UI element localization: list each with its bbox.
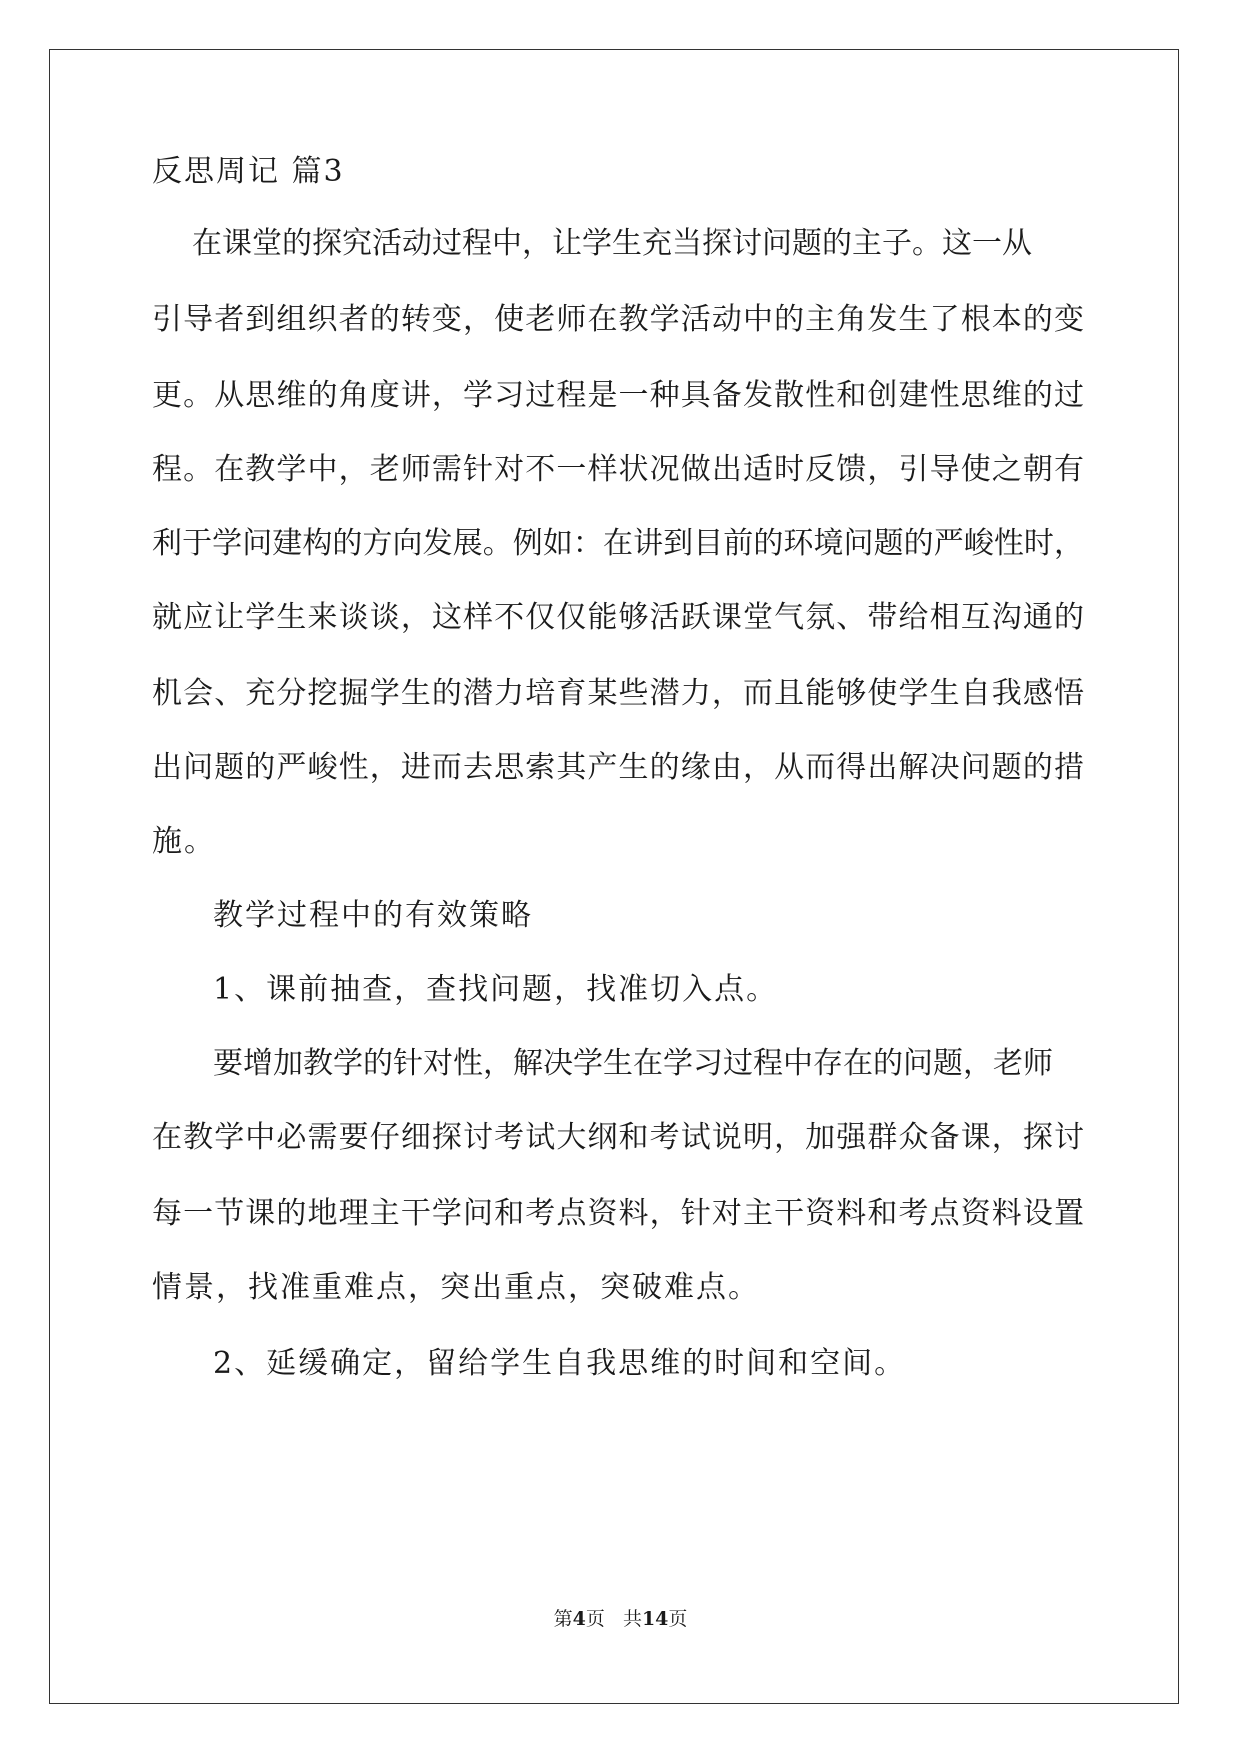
footer-middle: 页 共 <box>585 1608 642 1630</box>
footer-suffix: 页 <box>668 1608 688 1630</box>
footer-prefix: 第 <box>553 1608 573 1630</box>
list-item: 2、延缓确定，留给学生自我思维的时间和空间。 <box>213 1346 907 1381</box>
current-page-number: 4 <box>572 1608 586 1630</box>
paragraph-line: 更。从思维的角度讲，学习过程是一种具备发散性和创建性思维的过 <box>152 378 1084 413</box>
page-footer <box>0 1608 1241 1630</box>
paragraph-line: 程。在教学中，老师需针对不一样状况做出适时反馈，引导使之朝有 <box>152 452 1084 487</box>
paragraph-line: 就应让学生来谈谈，这样不仅仅能够活跃课堂气氛、带给相互沟通的 <box>152 600 1084 635</box>
paragraph-line: 情景，找准重难点，突出重点，突破难点。 <box>152 1270 760 1305</box>
paragraph-line: 出问题的严峻性，进而去思索其产生的缘由，从而得出解决问题的措 <box>152 750 1084 785</box>
paragraph-line: 引导者到组织者的转变，使老师在教学活动中的主角发生了根本的变 <box>152 302 1084 337</box>
subheading: 教学过程中的有效策略 <box>213 898 533 933</box>
paragraph-line: 机会、充分挖掘学生的潜力培育某些潜力，而且能够使学生自我感悟 <box>152 676 1084 711</box>
paragraph-line: 施。 <box>152 824 216 859</box>
paragraph-line: 要增加教学的针对性，解决学生在学习过程中存在的问题，老师 <box>213 1046 1053 1081</box>
list-item: 1、课前抽查，查找问题，找准切入点。 <box>213 972 779 1007</box>
paragraph-line: 在课堂的探究活动过程中，让学生充当探讨问题的主子。这一从 <box>192 226 1032 261</box>
paragraph-line: 每一节课的地理主干学问和考点资料，针对主干资料和考点资料设置 <box>152 1196 1084 1231</box>
paragraph-line: 利于学问建构的方向发展。例如：在讲到目前的环境问题的严峻性时， <box>152 526 1084 561</box>
page-border <box>49 49 1179 1704</box>
paragraph-line: 在教学中必需要仔细探讨考试大纲和考试说明，加强群众备课，探讨 <box>152 1120 1084 1155</box>
total-page-number: 14 <box>641 1608 669 1630</box>
section-title: 反思周记 篇3 <box>152 154 345 189</box>
